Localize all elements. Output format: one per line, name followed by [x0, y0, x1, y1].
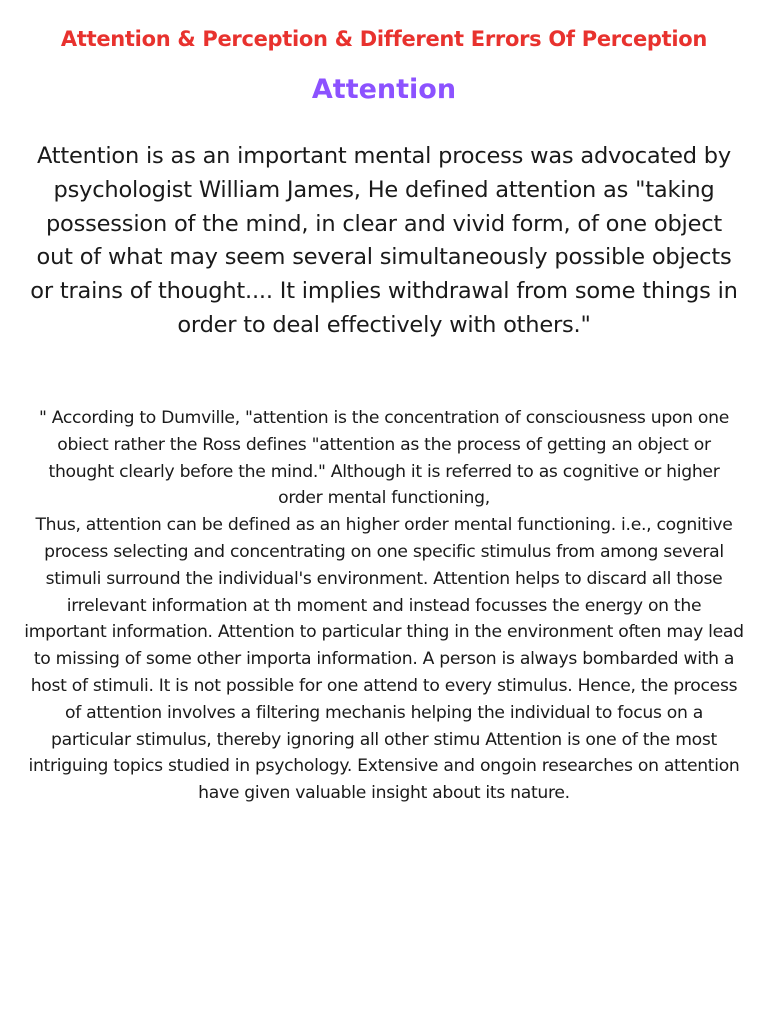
document-title: Attention & Perception & Different Errors Of Perception [60, 27, 708, 51]
section-heading: Attention [311, 74, 457, 105]
body-paragraph-definition: Thus, attention can be defined as an higher order mental functioning. i.e., cognitive process selecting and concentrating on one specific stimulus from among several stimuli surround the individual's environment. Attention helps to discard all those irrelevant information at th moment and instead focusses the energy on the important information. Attention to particular thing in the environment often may lead to missing of some other importa information. A person is always bombarded with a host of stimuli. It is not possible for one attend to every stimulus. Hence, the process of attention involves a filtering mechanis helping the individual to focus on a particular stimulus, thereby ignoring all other stimu Attention is one of the most intriguing topics studied in psychology. Extensive and ongoin researches on attention have given valuable insight about its nature. [24, 515, 744, 804]
body-text [24, 405, 744, 807]
lead-paragraph: Attention is as an important mental process was advocated by psychologist William James, He defined attention as "taking possession of the mind, in clear and vivid form, of one object out of what may seem several simultaneously possible objects or trains of thought.... It implies withdrawal from some things in order to deal effectively with others." [30, 143, 738, 338]
body-paragraph-dumville: " According to Dumville, "attention is the concentration of consciousness upon one obiect rather the Ross defines "attention as the process of getting an object or thought clearly before the mind." Although it is referred to as cognitive or higher order mental functioning, [38, 408, 729, 509]
